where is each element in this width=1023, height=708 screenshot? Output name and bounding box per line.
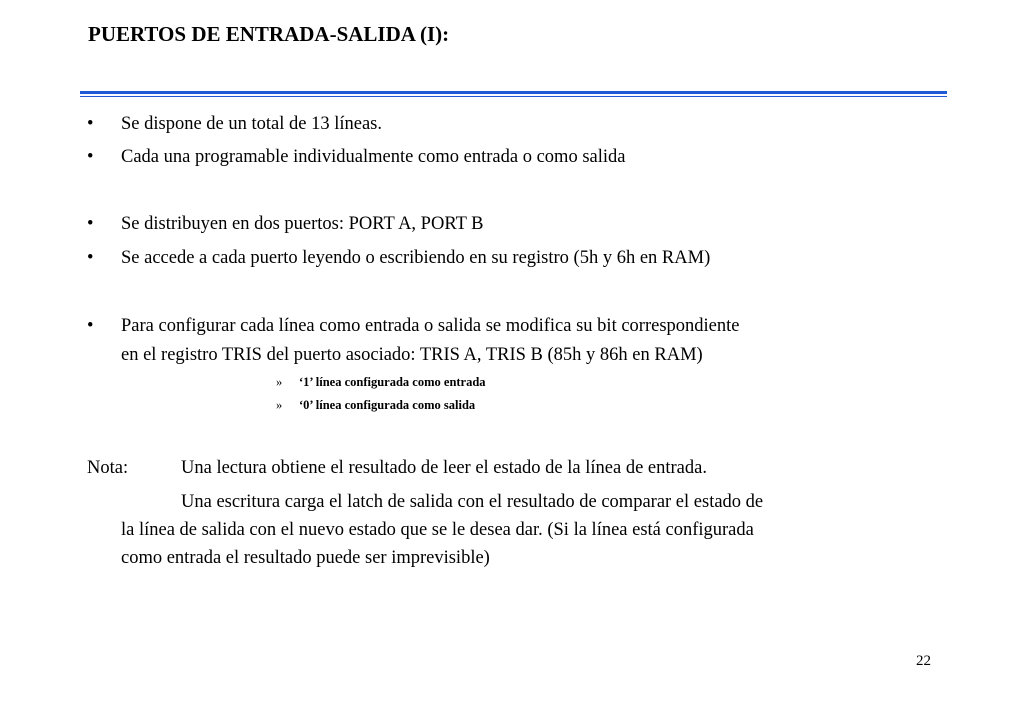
sub-item: ‘1’ línea configurada como entrada	[299, 375, 486, 389]
bullet-text-continued: en el registro TRIS del puerto asociado: TRIS A, TRIS B (85h y 86h en RAM)	[121, 345, 703, 365]
bullet-text: Se accede a cada puerto leyendo o escribiendo en su registro (5h y 6h en RAM)	[121, 248, 711, 268]
title-divider-thin	[80, 96, 947, 97]
bullet-text: Cada una programable individualmente como entrada o como salida	[121, 147, 626, 167]
sub-item-marker: »	[276, 375, 283, 389]
sub-item-marker: »	[276, 398, 283, 412]
note-text: la línea de salida con el nuevo estado que se le desea dar. (Si la línea está configurada	[121, 520, 754, 540]
title-divider	[80, 91, 947, 94]
note-text: Una lectura obtiene el resultado de leer el estado de la línea de entrada.	[181, 458, 707, 478]
sub-item: ‘0’ línea configurada como salida	[299, 398, 476, 412]
bullet-marker: •	[87, 214, 94, 234]
bullet-marker: •	[87, 248, 94, 268]
note-text: como entrada el resultado puede ser imprevisible)	[121, 548, 490, 568]
bullet-text: Se dispone de un total de 13 líneas.	[121, 114, 383, 134]
bullet-marker: •	[87, 147, 94, 167]
bullet-marker: •	[87, 114, 94, 134]
page-number: 22	[916, 653, 931, 669]
bullet-text: Para configurar cada línea como entrada o salida se modifica su bit correspondiente	[121, 316, 740, 336]
bullet-text: Se distribuyen en dos puertos: PORT A, PORT B	[121, 214, 484, 234]
note-text: Una escritura carga el latch de salida con el resultado de comparar el estado de	[181, 492, 764, 512]
slide-title: PUERTOS DE ENTRADA-SALIDA (I):	[88, 22, 450, 46]
note-label: Nota:	[87, 458, 129, 478]
bullet-marker: •	[87, 316, 94, 336]
